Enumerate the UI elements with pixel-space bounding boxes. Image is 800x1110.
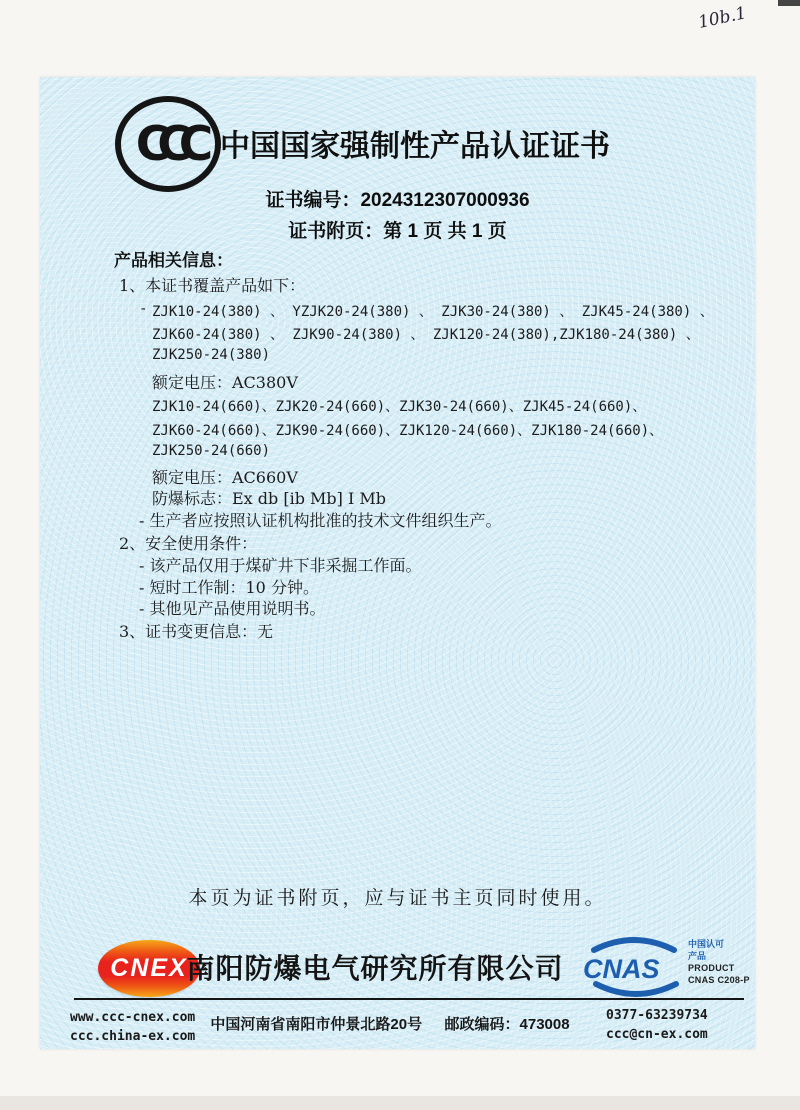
- safety-item-2: - 短时工作制：10 分钟。: [139, 578, 319, 597]
- cnas-line-en1: PRODUCT: [688, 963, 735, 973]
- product-line-660-3: ZJK250-24(660): [152, 443, 271, 459]
- section-title-product-info: 产品相关信息：: [114, 251, 233, 271]
- ccc-logo-icon: [112, 93, 224, 195]
- contact-phone: 0377-63239734: [606, 1008, 708, 1023]
- cert-number-label: 证书编号：: [265, 190, 361, 211]
- cnex-logo-text: CNEX: [110, 954, 188, 982]
- cert-page-line: [40, 216, 755, 243]
- scanner-edge-artifact: [778, 0, 800, 6]
- cnas-line-cn2: 产品: [688, 951, 707, 961]
- rated-voltage-660: 额定电压：AC660V: [152, 468, 298, 487]
- cnas-logo-icon: [582, 935, 686, 999]
- cert-page-label: 证书附页：: [288, 221, 384, 242]
- handwritten-annotation: 10b.1: [696, 3, 749, 33]
- contact-web1: www.ccc-cnex.com: [70, 1010, 196, 1025]
- producer-note: - 生产者应按照认证机构批准的技术文件组织生产。: [139, 511, 502, 530]
- attachment-usage-note: 本页为证书附页，应与证书主页同时使用。: [188, 887, 607, 909]
- cnas-logo-text: CNAS: [583, 954, 660, 984]
- certificate-page: [40, 77, 755, 1049]
- product-line-380-2: ZJK60-24(380) 、 ZJK90-24(380) 、 ZJK120-24(380),ZJK180-24(380) 、: [152, 327, 700, 343]
- contact-websites: [70, 1008, 195, 1046]
- explosion-proof-mark: 防爆标志：Ex db [ib Mb] I Mb: [152, 489, 387, 508]
- product-line-380-1: ZJK10-24(380) 、 YZJK20-24(380) 、 ZJK30-24(380) 、 ZJK45-24(380) 、: [152, 304, 714, 320]
- cnas-accreditation-text: [688, 938, 750, 986]
- product-line-660-2: ZJK60-24(660)、ZJK90-24(660)、ZJK120-24(660)、ZJK180-24(660)、: [152, 423, 664, 439]
- contact-address: 中国河南省南阳市仲景北路20号: [210, 1016, 423, 1033]
- contact-address-block: [180, 1013, 600, 1034]
- product-line-380-3: ZJK250-24(380): [152, 347, 271, 363]
- cert-page-value: 第 1 页 共 1 页: [383, 221, 507, 242]
- contact-email: ccc@cn-ex.com: [606, 1027, 708, 1042]
- cnas-logo: [582, 935, 754, 1001]
- safety-item-3: - 其他见产品使用说明书。: [139, 599, 326, 618]
- product-line-660-1: ZJK10-24(660)、ZJK20-24(660)、ZJK30-24(660)、ZJK45-24(660)、: [152, 399, 647, 415]
- ccc-logo-text: CCC: [135, 117, 201, 172]
- rated-voltage-380: 额定电压：AC380V: [152, 373, 298, 392]
- scan-bottom-edge: [0, 1096, 800, 1110]
- cnas-line-cn1: 中国认可: [688, 939, 725, 949]
- safety-item-1: - 该产品仅用于煤矿井下非采掘工作面。: [139, 556, 422, 575]
- cert-number-line: [40, 185, 755, 212]
- item3-heading: 3、证书变更信息：无: [119, 622, 274, 641]
- certificate-title: 中国国家强制性产品认证证书: [220, 130, 610, 163]
- contact-postal-code: 邮政编码：473008: [444, 1016, 570, 1033]
- issuer-company-name: 南阳防爆电气研究所有限公司: [186, 953, 564, 984]
- list-dash: -: [139, 301, 148, 317]
- cnas-line-en2: CNAS C208-P: [688, 975, 750, 985]
- contact-web2: ccc.china-ex.com: [70, 1029, 196, 1044]
- item1-heading: 1、本证书覆盖产品如下：: [119, 276, 306, 295]
- item2-heading: 2、安全使用条件：: [119, 534, 258, 553]
- footer-divider-line: [74, 998, 744, 1000]
- cert-number-value: 2024312307000936: [360, 190, 530, 211]
- contact-phone-email: [606, 1006, 708, 1044]
